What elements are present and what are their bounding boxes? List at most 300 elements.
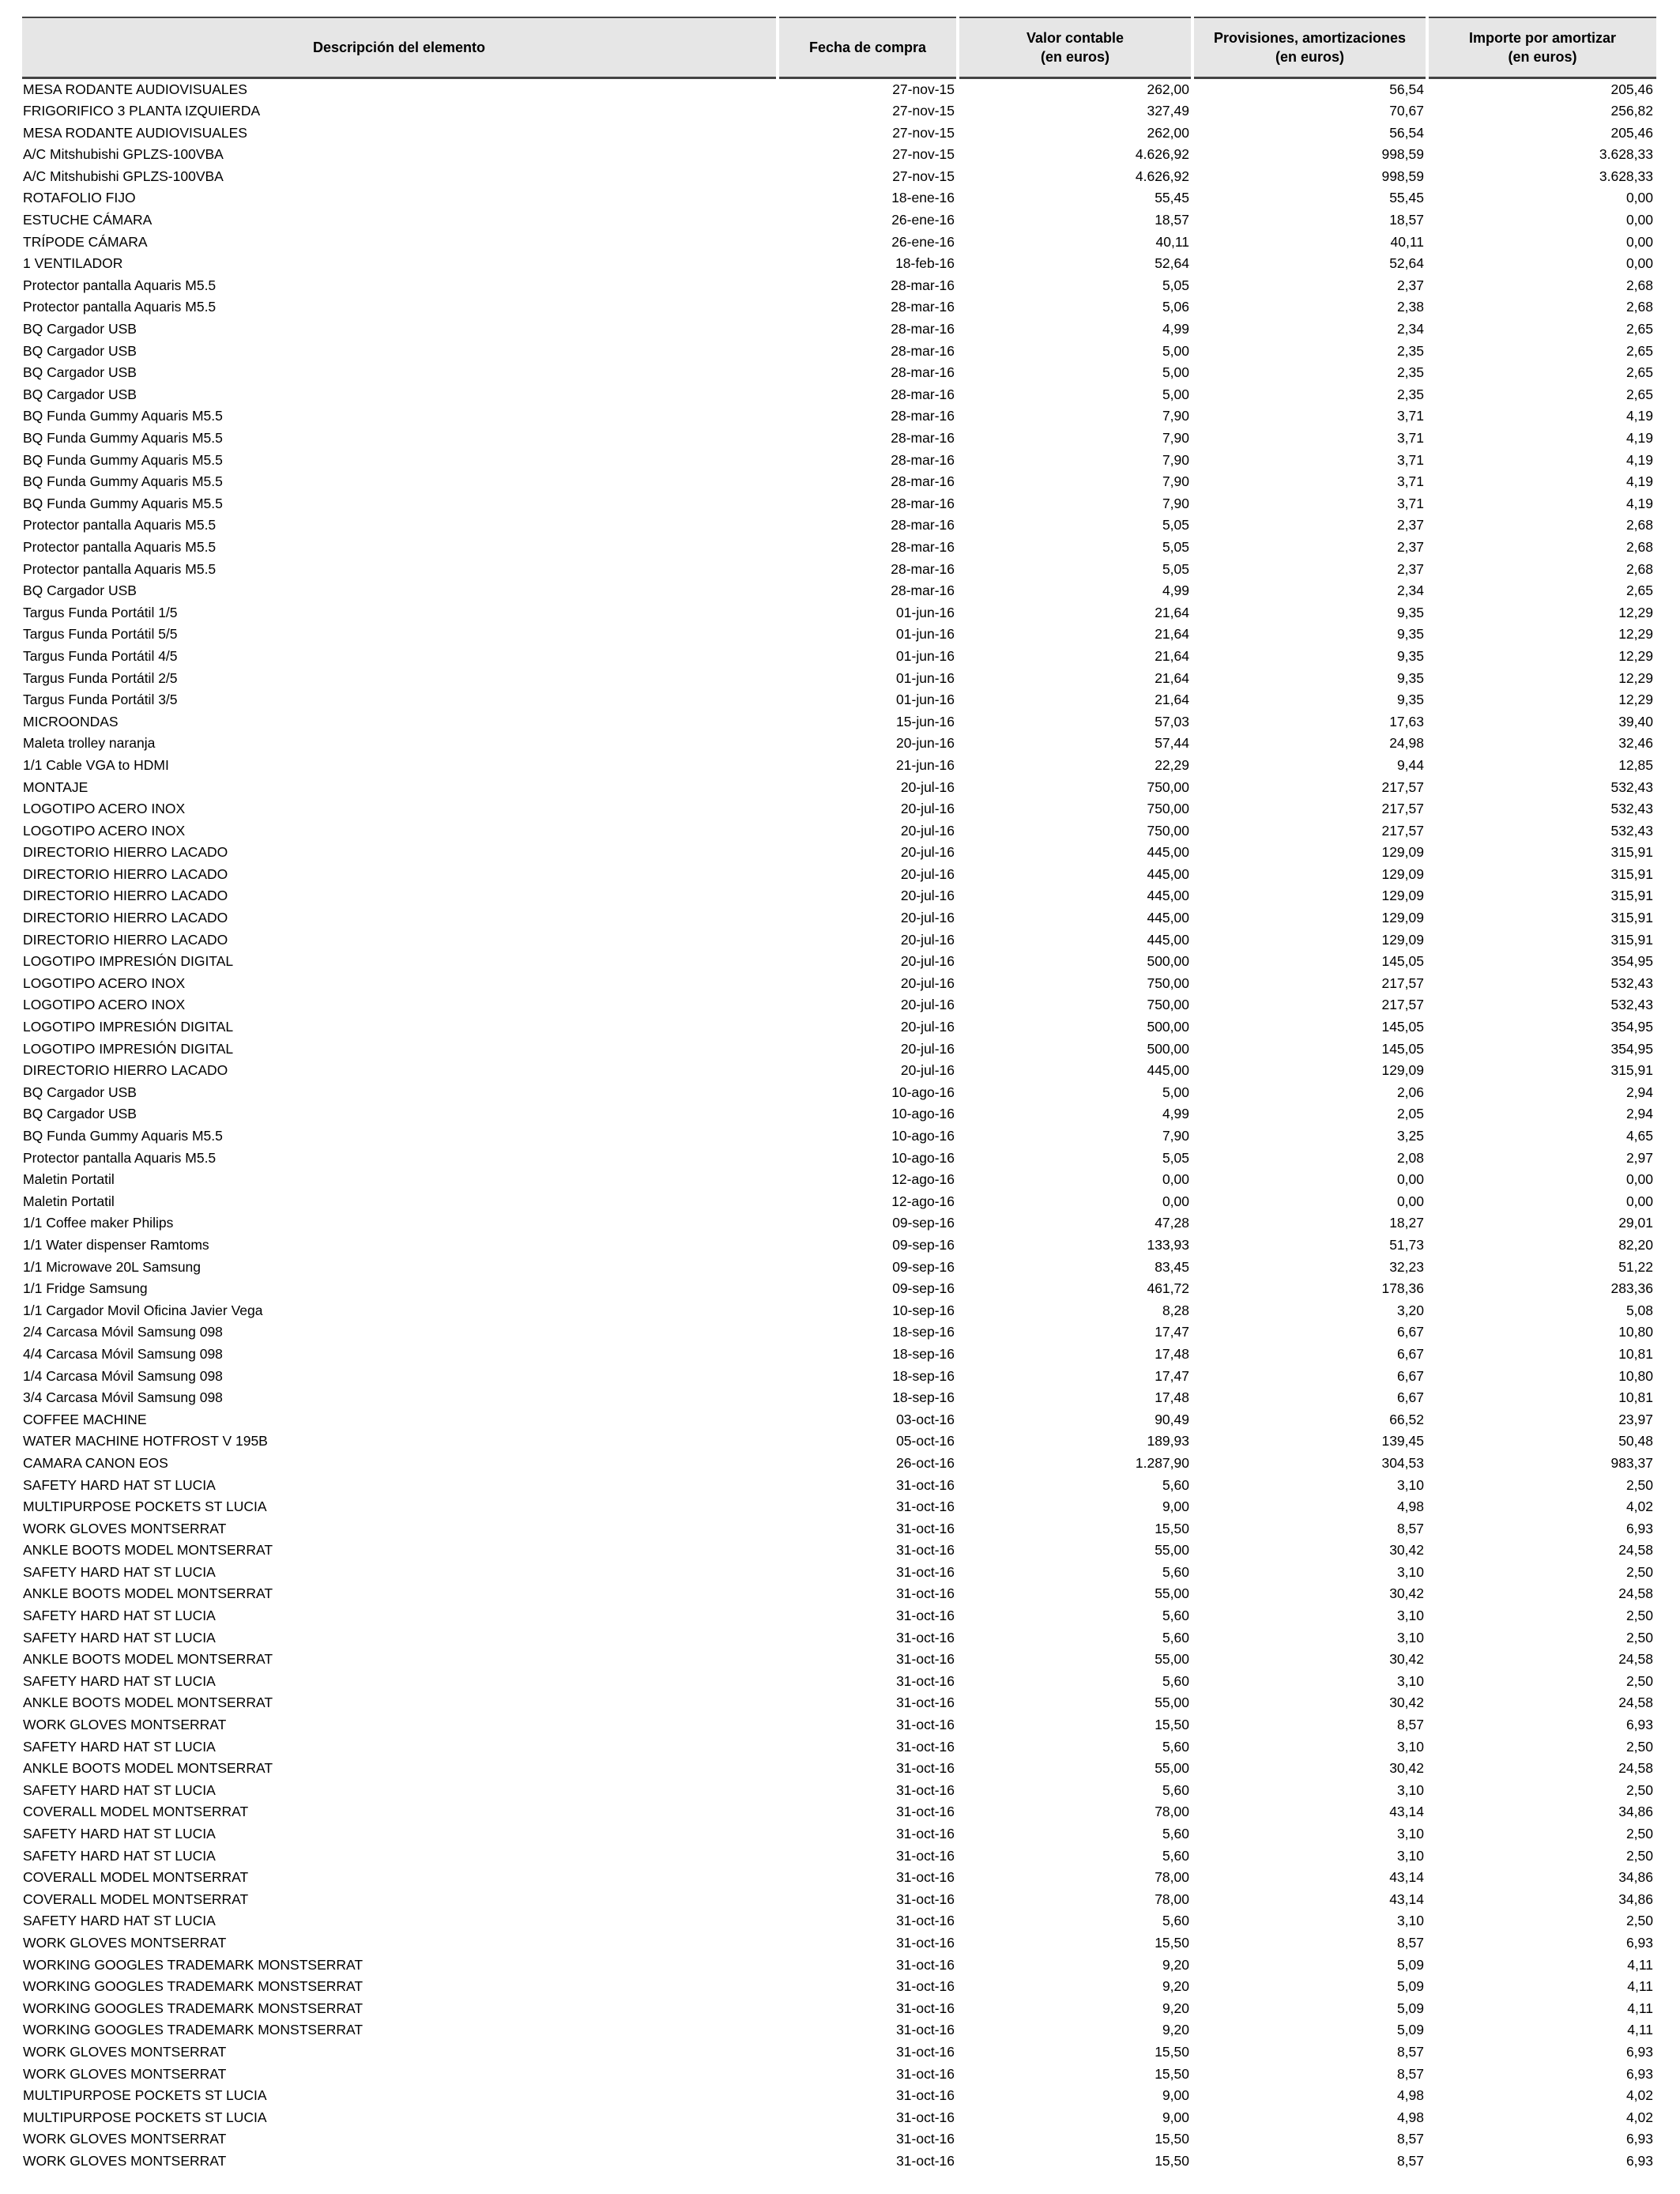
cell-purchase-date: 28-mar-16 [891, 277, 955, 293]
cell-book-value: 15,50 [1155, 2043, 1189, 2060]
cell-pending-amount: 82,20 [1618, 1236, 1653, 1253]
cell-purchase-date: 15-jun-16 [896, 713, 955, 729]
table-row [22, 1976, 1656, 1998]
table-row [22, 1867, 1656, 1889]
cell-provisions: 8,57 [1396, 2065, 1424, 2082]
cell-book-value: 21,64 [1155, 647, 1189, 664]
table-row [22, 2064, 1656, 2086]
cell-book-value: 9,20 [1162, 2022, 1189, 2038]
cell-description: 1/1 Cable VGA to HDMI [23, 756, 169, 773]
cell-description: MICROONDAS [23, 713, 119, 729]
table-row [22, 144, 1656, 166]
cell-pending-amount: 354,95 [1610, 953, 1653, 970]
table-row [22, 951, 1656, 973]
cell-book-value: 750,00 [1147, 822, 1189, 839]
cell-description: WORK GLOVES MONTSERRAT [23, 2065, 227, 2082]
table-row [22, 1823, 1656, 1845]
cell-pending-amount: 10,80 [1618, 1367, 1653, 1384]
cell-purchase-date: 18-ene-16 [891, 190, 955, 206]
cell-provisions: 17,63 [1389, 713, 1424, 729]
cell-book-value: 9,20 [1162, 1978, 1189, 1995]
cell-purchase-date: 31-oct-16 [896, 2131, 955, 2147]
cell-book-value: 133,93 [1147, 1236, 1189, 1253]
cell-provisions: 9,35 [1396, 647, 1424, 664]
table-row [22, 296, 1656, 319]
cell-provisions: 2,06 [1396, 1084, 1424, 1100]
cell-book-value: 4,99 [1162, 582, 1189, 599]
cell-description: WORKING GOOGLES TRADEMARK MONSTSERRAT [23, 2000, 363, 2016]
table-row [22, 1736, 1656, 1759]
cell-purchase-date: 18-sep-16 [892, 1367, 955, 1384]
cell-purchase-date: 09-sep-16 [892, 1280, 955, 1297]
cell-book-value: 90,49 [1155, 1411, 1189, 1427]
cell-description: Targus Funda Portátil 5/5 [23, 626, 178, 643]
cell-pending-amount: 50,48 [1618, 1433, 1653, 1449]
cell-pending-amount: 315,91 [1610, 931, 1653, 948]
header-description-label: Descripción del elemento [312, 39, 486, 55]
cell-book-value: 5,06 [1162, 299, 1189, 315]
cell-book-value: 7,90 [1162, 430, 1189, 446]
cell-pending-amount: 4,02 [1625, 1498, 1653, 1515]
table-row [22, 1431, 1656, 1453]
cell-description: Targus Funda Portátil 1/5 [23, 604, 178, 620]
cell-provisions: 3,10 [1396, 1781, 1424, 1798]
table-row [22, 100, 1656, 123]
cell-pending-amount: 315,91 [1610, 888, 1653, 904]
cell-book-value: 5,60 [1162, 1608, 1189, 1624]
cell-purchase-date: 31-oct-16 [896, 2152, 955, 2169]
cell-provisions: 43,14 [1389, 1804, 1424, 1820]
cell-provisions: 8,57 [1396, 1934, 1424, 1951]
cell-book-value: 5,05 [1162, 517, 1189, 533]
cell-description: SAFETY HARD HAT ST LUCIA [23, 1476, 216, 1493]
cell-pending-amount: 24,58 [1618, 1585, 1653, 1602]
cell-provisions: 30,42 [1389, 1695, 1424, 1711]
cell-provisions: 24,98 [1389, 735, 1424, 752]
cell-purchase-date: 18-sep-16 [892, 1389, 955, 1406]
cell-pending-amount: 2,94 [1625, 1106, 1653, 1122]
cell-provisions: 3,71 [1396, 495, 1424, 511]
cell-book-value: 5,60 [1162, 1672, 1189, 1689]
table-row [22, 1627, 1656, 1649]
cell-provisions: 129,09 [1381, 844, 1424, 861]
cell-book-value: 750,00 [1147, 801, 1189, 817]
cell-book-value: 5,05 [1162, 560, 1189, 577]
cell-pending-amount: 4,11 [1627, 1956, 1653, 1973]
table-row [22, 253, 1656, 275]
table-row [22, 646, 1656, 668]
table-row [22, 2085, 1656, 2107]
cell-description: BQ Cargador USB [23, 342, 137, 359]
table-row [22, 1039, 1656, 1061]
cell-description: COVERALL MODEL MONTSERRAT [23, 1891, 249, 1907]
header-book-value-unit: (en euros) [1040, 48, 1109, 65]
cell-book-value: 40,11 [1155, 233, 1189, 250]
cell-book-value: 15,50 [1155, 1717, 1189, 1733]
cell-provisions: 8,57 [1396, 2131, 1424, 2147]
cell-purchase-date: 27-nov-15 [892, 81, 955, 97]
cell-purchase-date: 31-oct-16 [896, 1608, 955, 1624]
cell-purchase-date: 31-oct-16 [896, 1934, 955, 1951]
table-row [22, 384, 1656, 406]
table-row [22, 1801, 1656, 1823]
cell-provisions: 9,35 [1396, 692, 1424, 708]
cell-book-value: 327,49 [1147, 103, 1189, 119]
cell-purchase-date: 12-ago-16 [891, 1171, 955, 1188]
header-book-value-label: Valor contable [1026, 29, 1124, 46]
cell-description: LOGOTIPO ACERO INOX [23, 801, 186, 817]
table-row [22, 602, 1656, 624]
cell-book-value: 7,90 [1162, 1128, 1189, 1144]
cell-pending-amount: 23,97 [1618, 1411, 1653, 1427]
table-row [22, 624, 1656, 646]
cell-purchase-date: 28-mar-16 [891, 495, 955, 511]
cell-purchase-date: 31-oct-16 [896, 2065, 955, 2082]
header-purchase-date [778, 17, 958, 77]
cell-purchase-date: 20-jul-16 [900, 888, 955, 904]
cell-book-value: 5,05 [1162, 277, 1189, 293]
header-provisions-unit: (en euros) [1275, 48, 1344, 65]
cell-provisions: 2,37 [1396, 560, 1424, 577]
cell-provisions: 30,42 [1389, 1585, 1424, 1602]
cell-provisions: 18,57 [1389, 212, 1424, 228]
cell-description: DIRECTORIO HIERRO LACADO [23, 844, 228, 861]
cell-description: Targus Funda Portátil 4/5 [23, 647, 178, 664]
cell-book-value: 750,00 [1147, 997, 1189, 1013]
cell-provisions: 5,09 [1396, 2022, 1424, 2038]
cell-description: ANKLE BOOTS MODEL MONTSERRAT [23, 1695, 273, 1711]
cell-provisions: 4,98 [1396, 2087, 1424, 2104]
cell-provisions: 9,35 [1396, 604, 1424, 620]
cell-pending-amount: 10,81 [1618, 1345, 1653, 1362]
cell-description: COVERALL MODEL MONTSERRAT [23, 1804, 249, 1820]
cell-book-value: 17,48 [1155, 1389, 1189, 1406]
cell-book-value: 21,64 [1155, 692, 1189, 708]
cell-pending-amount: 205,46 [1610, 81, 1653, 97]
cell-pending-amount: 983,37 [1610, 1454, 1653, 1471]
cell-description: CAMARA CANON EOS [23, 1454, 168, 1471]
cell-book-value: 15,50 [1155, 2152, 1189, 2169]
cell-purchase-date: 28-mar-16 [891, 386, 955, 402]
cell-pending-amount: 12,29 [1618, 669, 1653, 686]
cell-book-value: 55,00 [1155, 1760, 1189, 1777]
table-row [22, 1235, 1656, 1257]
cell-provisions: 3,71 [1396, 430, 1424, 446]
cell-book-value: 445,00 [1147, 1062, 1189, 1079]
cell-purchase-date: 21-jun-16 [896, 756, 955, 773]
cell-pending-amount: 315,91 [1610, 1062, 1653, 1079]
cell-description: 1 VENTILADOR [23, 255, 123, 272]
table-row [22, 1321, 1656, 1344]
cell-purchase-date: 20-jul-16 [900, 1040, 955, 1057]
cell-purchase-date: 31-oct-16 [896, 2043, 955, 2060]
table-row [22, 2107, 1656, 2129]
cell-description: WORK GLOVES MONTSERRAT [23, 2152, 227, 2169]
table-row [22, 1278, 1656, 1300]
cell-purchase-date: 31-oct-16 [896, 1891, 955, 1907]
cell-description: BQ Funda Gummy Aquaris M5.5 [23, 408, 223, 424]
cell-description: Protector pantalla Aquaris M5.5 [23, 560, 217, 577]
cell-pending-amount: 315,91 [1610, 844, 1653, 861]
table-row [22, 1257, 1656, 1279]
cell-purchase-date: 09-sep-16 [892, 1215, 955, 1231]
cell-pending-amount: 3.628,33 [1599, 168, 1653, 184]
table-row [22, 341, 1656, 363]
cell-pending-amount: 6,93 [1625, 2131, 1653, 2147]
cell-book-value: 55,45 [1155, 190, 1189, 206]
cell-pending-amount: 6,93 [1625, 1717, 1653, 1733]
cell-description: BQ Cargador USB [23, 1106, 137, 1122]
table-row [22, 1125, 1656, 1148]
cell-book-value: 57,44 [1155, 735, 1189, 752]
cell-pending-amount: 0,00 [1625, 212, 1653, 228]
cell-provisions: 2,35 [1396, 386, 1424, 402]
cell-pending-amount: 4,11 [1627, 1978, 1653, 1995]
cell-book-value: 8,28 [1162, 1302, 1189, 1318]
cell-pending-amount: 0,00 [1625, 1193, 1653, 1209]
table-row [22, 1562, 1656, 1584]
cell-provisions: 2,34 [1396, 582, 1424, 599]
cell-description: DIRECTORIO HIERRO LACADO [23, 1062, 228, 1079]
cell-purchase-date: 31-oct-16 [896, 1781, 955, 1798]
cell-book-value: 262,00 [1147, 81, 1189, 97]
cell-purchase-date: 31-oct-16 [896, 1563, 955, 1580]
cell-pending-amount: 2,65 [1625, 582, 1653, 599]
cell-purchase-date: 31-oct-16 [896, 1629, 955, 1646]
cell-description: MESA RODANTE AUDIOVISUALES [23, 81, 247, 97]
cell-description: Protector pantalla Aquaris M5.5 [23, 1149, 217, 1166]
cell-purchase-date: 31-oct-16 [896, 2000, 955, 2016]
table-row [22, 2128, 1656, 2151]
cell-provisions: 3,71 [1396, 408, 1424, 424]
table-row [22, 232, 1656, 254]
cell-purchase-date: 09-sep-16 [892, 1258, 955, 1275]
cell-pending-amount: 2,65 [1625, 386, 1653, 402]
cell-description: Protector pantalla Aquaris M5.5 [23, 299, 217, 315]
table-row [22, 1955, 1656, 1977]
cell-provisions: 18,27 [1389, 1215, 1424, 1231]
table-row [22, 864, 1656, 886]
cell-provisions: 30,42 [1389, 1760, 1424, 1777]
cell-description: LOGOTIPO ACERO INOX [23, 974, 186, 991]
header-pending-amount-label: Importe por amortizar [1468, 29, 1617, 46]
cell-book-value: 78,00 [1155, 1891, 1189, 1907]
cell-pending-amount: 2,50 [1625, 1738, 1653, 1755]
cell-description: ANKLE BOOTS MODEL MONTSERRAT [23, 1585, 273, 1602]
cell-description: DIRECTORIO HIERRO LACADO [23, 865, 228, 882]
cell-book-value: 22,29 [1155, 756, 1189, 773]
table-row [22, 994, 1656, 1016]
cell-description: BQ Funda Gummy Aquaris M5.5 [23, 473, 223, 490]
cell-provisions: 129,09 [1381, 865, 1424, 882]
cell-book-value: 5,00 [1162, 364, 1189, 381]
cell-provisions: 304,53 [1381, 1454, 1424, 1471]
table-row [22, 777, 1656, 799]
cell-description: 1/1 Microwave 20L Samsung [23, 1258, 202, 1275]
cell-provisions: 6,67 [1396, 1345, 1424, 1362]
table-row [22, 929, 1656, 952]
header-provisions-label: Provisiones, amortizaciones [1213, 29, 1407, 46]
cell-pending-amount: 6,93 [1625, 2065, 1653, 2082]
cell-pending-amount: 0,00 [1625, 255, 1653, 272]
table-row [22, 450, 1656, 472]
cell-description: Maletin Portatil [23, 1193, 115, 1209]
cell-book-value: 5,00 [1162, 386, 1189, 402]
cell-pending-amount: 34,86 [1618, 1891, 1653, 1907]
table-row [22, 755, 1656, 777]
table-row [22, 2041, 1656, 2064]
cell-purchase-date: 20-jul-16 [900, 974, 955, 991]
cell-provisions: 178,36 [1381, 1280, 1424, 1297]
cell-purchase-date: 18-feb-16 [895, 255, 955, 272]
cell-provisions: 43,14 [1389, 1869, 1424, 1886]
cell-provisions: 70,67 [1389, 103, 1424, 119]
cell-book-value: 5,60 [1162, 1847, 1189, 1864]
cell-provisions: 52,64 [1389, 255, 1424, 272]
cell-book-value: 7,90 [1162, 473, 1189, 490]
cell-pending-amount: 34,86 [1618, 1869, 1653, 1886]
cell-purchase-date: 01-jun-16 [896, 647, 955, 664]
table-body [22, 77, 1656, 2173]
cell-purchase-date: 27-nov-15 [892, 146, 955, 163]
table-row [22, 319, 1656, 341]
table-row [22, 1103, 1656, 1125]
cell-book-value: 55,00 [1155, 1695, 1189, 1711]
cell-description: TRÍPODE CÁMARA [23, 233, 148, 250]
table-row [22, 1605, 1656, 1627]
cell-description: WORK GLOVES MONTSERRAT [23, 2043, 227, 2060]
cell-description: 4/4 Carcasa Móvil Samsung 098 [23, 1345, 223, 1362]
table-row [22, 559, 1656, 581]
cell-purchase-date: 20-jul-16 [900, 1062, 955, 1079]
cell-book-value: 445,00 [1147, 910, 1189, 926]
cell-provisions: 4,98 [1396, 2109, 1424, 2125]
cell-purchase-date: 09-sep-16 [892, 1236, 955, 1253]
table-row [22, 1780, 1656, 1802]
cell-purchase-date: 10-ago-16 [891, 1084, 955, 1100]
cell-provisions: 2,38 [1396, 299, 1424, 315]
cell-purchase-date: 31-oct-16 [896, 1804, 955, 1820]
cell-pending-amount: 2,50 [1625, 1826, 1653, 1842]
cell-pending-amount: 2,50 [1625, 1913, 1653, 1929]
cell-book-value: 78,00 [1155, 1804, 1189, 1820]
header-description [22, 17, 778, 77]
cell-pending-amount: 2,50 [1625, 1608, 1653, 1624]
cell-description: SAFETY HARD HAT ST LUCIA [23, 1563, 216, 1580]
cell-purchase-date: 27-nov-15 [892, 168, 955, 184]
cell-provisions: 0,00 [1396, 1193, 1424, 1209]
cell-pending-amount: 12,29 [1618, 647, 1653, 664]
cell-book-value: 5,05 [1162, 538, 1189, 555]
cell-provisions: 217,57 [1381, 778, 1424, 795]
table-row [22, 1932, 1656, 1955]
cell-description: Maleta trolley naranja [23, 735, 156, 752]
cell-provisions: 8,57 [1396, 1717, 1424, 1733]
cell-description: MONTAJE [23, 778, 89, 795]
cell-purchase-date: 26-ene-16 [891, 212, 955, 228]
cell-book-value: 57,03 [1155, 713, 1189, 729]
cell-description: MULTIPURPOSE POCKETS ST LUCIA [23, 2109, 267, 2125]
cell-pending-amount: 2,68 [1625, 517, 1653, 533]
cell-pending-amount: 2,68 [1625, 538, 1653, 555]
cell-provisions: 2,35 [1396, 364, 1424, 381]
cell-pending-amount: 2,94 [1625, 1084, 1653, 1100]
cell-description: COVERALL MODEL MONTSERRAT [23, 1869, 249, 1886]
cell-pending-amount: 34,86 [1618, 1804, 1653, 1820]
cell-pending-amount: 51,22 [1618, 1258, 1653, 1275]
cell-purchase-date: 28-mar-16 [891, 451, 955, 468]
cell-provisions: 66,52 [1389, 1411, 1424, 1427]
cell-book-value: 7,90 [1162, 495, 1189, 511]
cell-description: MESA RODANTE AUDIOVISUALES [23, 124, 247, 141]
cell-book-value: 461,72 [1147, 1280, 1189, 1297]
cell-book-value: 55,00 [1155, 1585, 1189, 1602]
table-row [22, 1366, 1656, 1388]
table-row [22, 1387, 1656, 1409]
cell-pending-amount: 6,93 [1625, 1934, 1653, 1951]
cell-pending-amount: 532,43 [1610, 778, 1653, 795]
cell-description: ANKLE BOOTS MODEL MONTSERRAT [23, 1542, 273, 1559]
cell-purchase-date: 31-oct-16 [896, 1585, 955, 1602]
cell-book-value: 17,48 [1155, 1345, 1189, 1362]
cell-description: WORK GLOVES MONTSERRAT [23, 2131, 227, 2147]
header-pending-amount-unit: (en euros) [1508, 48, 1577, 65]
cell-provisions: 3,10 [1396, 1563, 1424, 1580]
cell-book-value: 262,00 [1147, 124, 1189, 141]
cell-book-value: 7,90 [1162, 408, 1189, 424]
cell-pending-amount: 24,58 [1618, 1651, 1653, 1668]
cell-description: WORKING GOOGLES TRADEMARK MONSTSERRAT [23, 1956, 363, 1973]
cell-purchase-date: 20-jul-16 [900, 801, 955, 817]
cell-purchase-date: 31-oct-16 [896, 1672, 955, 1689]
table-row [22, 471, 1656, 493]
cell-book-value: 7,90 [1162, 451, 1189, 468]
table-row [22, 1082, 1656, 1104]
cell-description: Maletin Portatil [23, 1171, 115, 1188]
cell-purchase-date: 28-mar-16 [891, 517, 955, 533]
header-book-value [958, 17, 1192, 77]
cell-description: BQ Cargador USB [23, 386, 137, 402]
cell-purchase-date: 31-oct-16 [896, 1826, 955, 1842]
cell-description: Targus Funda Portátil 3/5 [23, 692, 178, 708]
cell-description: BQ Funda Gummy Aquaris M5.5 [23, 1128, 223, 1144]
cell-purchase-date: 01-jun-16 [896, 604, 955, 620]
cell-pending-amount: 29,01 [1618, 1215, 1653, 1231]
cell-pending-amount: 0,00 [1625, 190, 1653, 206]
cell-pending-amount: 2,50 [1625, 1476, 1653, 1493]
cell-provisions: 8,57 [1396, 2152, 1424, 2169]
header-row [22, 17, 1656, 77]
cell-description: BQ Cargador USB [23, 364, 137, 381]
cell-description: 3/4 Carcasa Móvil Samsung 098 [23, 1389, 223, 1406]
cell-purchase-date: 01-jun-16 [896, 669, 955, 686]
cell-description: 1/1 Fridge Samsung [23, 1280, 148, 1297]
cell-book-value: 9,00 [1162, 2109, 1189, 2125]
cell-provisions: 2,34 [1396, 321, 1424, 337]
header-provisions [1192, 17, 1427, 77]
table-row [22, 1889, 1656, 1911]
table-row [22, 1714, 1656, 1736]
table-row [22, 123, 1656, 145]
cell-pending-amount: 2,65 [1625, 321, 1653, 337]
cell-pending-amount: 2,50 [1625, 1672, 1653, 1689]
cell-description: COFFEE MACHINE [23, 1411, 147, 1427]
cell-provisions: 56,54 [1389, 81, 1424, 97]
cell-description: LOGOTIPO IMPRESIÓN DIGITAL [23, 1040, 234, 1057]
table-row [22, 689, 1656, 711]
table-row [22, 1583, 1656, 1605]
cell-purchase-date: 28-mar-16 [891, 299, 955, 315]
